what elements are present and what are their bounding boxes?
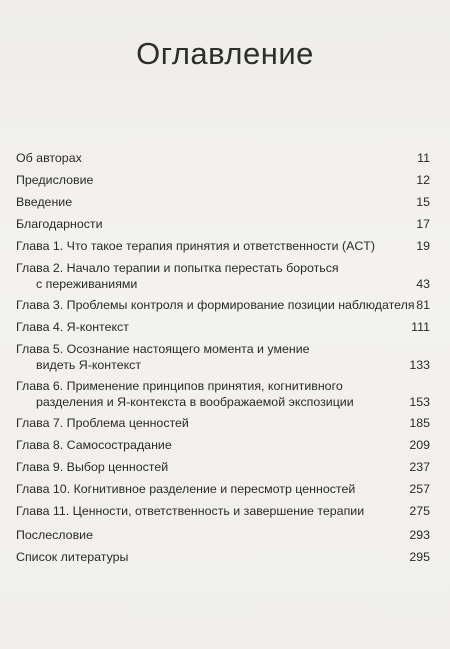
toc-entry-title [16, 260, 430, 292]
toc-entry-title-line1: Введение [16, 195, 73, 209]
toc-entry-page-number: 133 [409, 358, 430, 372]
toc-entry-title [16, 194, 430, 210]
toc-entry [16, 319, 430, 335]
toc-entry-page-number: 81 [416, 298, 430, 312]
toc-entry-title-line1: Глава 9. Выбор ценностей [16, 460, 169, 474]
toc-entry [16, 238, 430, 254]
toc-entry [16, 415, 430, 431]
toc-entry-title-line2: разделения и Я-контекста в воображаемой экспозиции [36, 395, 354, 409]
toc-entry-page-number: 17 [416, 217, 430, 231]
toc-entry-title-line1: Глава 7. Проблема ценностей [16, 416, 189, 430]
toc-entry [16, 194, 430, 210]
toc-entry-title [16, 459, 430, 475]
toc-entry-page-number: 257 [409, 482, 430, 496]
toc-entry-title [16, 549, 430, 565]
toc-entry-title-line2: с переживаниями [36, 277, 138, 291]
toc-entry-title-line1: Предисловие [16, 173, 94, 187]
toc-entry-page-number: 43 [416, 277, 430, 291]
toc-entry-page-number: 19 [416, 239, 430, 253]
toc-entry-title [16, 378, 430, 410]
toc-entry-title [16, 481, 430, 497]
toc-entry-title-line1: Глава 8. Самосострадание [16, 438, 172, 452]
toc-entry-title-line1: Благодарности [16, 217, 103, 231]
toc-entry-page-number: 12 [416, 173, 430, 187]
toc-entry-page-number: 15 [416, 195, 430, 209]
toc-entry-title [16, 150, 430, 166]
toc-entry-page-number: 275 [409, 504, 430, 518]
toc-entry [16, 150, 430, 166]
toc-entry-page-number: 185 [409, 416, 430, 430]
toc-entry [16, 527, 430, 543]
toc-entry [16, 549, 430, 565]
toc-entry-page-number: 237 [409, 460, 430, 474]
toc-entry [16, 481, 430, 497]
toc-entry-title-line1: Глава 11. Ценности, ответственность и завершение терапии [16, 504, 365, 518]
toc-entry-page-number: 295 [409, 550, 430, 564]
toc-entry [16, 172, 430, 188]
toc-entry [16, 503, 430, 519]
toc-entry-title-line1: Глава 1. Что такое терапия принятия и ответственности (ACT) [16, 239, 376, 253]
toc-entry-title [16, 216, 430, 232]
toc-entry-title [16, 341, 430, 373]
toc-entry-title-line2: видеть Я-контекст [36, 358, 142, 372]
table-of-contents [16, 150, 430, 571]
toc-entry-title-line1: Глава 3. Проблемы контроля и формирование позиции наблюдателя [16, 298, 415, 312]
toc-entry-title [16, 238, 430, 254]
toc-entry [16, 341, 430, 373]
toc-entry-title-line1: Глава 5. Осознание настоящего момента и умение [16, 342, 310, 356]
toc-entry-title-line1: Глава 4. Я-контекст [16, 320, 129, 334]
toc-entry-page-number: 111 [411, 320, 430, 334]
toc-entry-title-line1: Об авторах [16, 151, 82, 165]
toc-entry-title-line1: Глава 2. Начало терапии и попытка перестать бороться [16, 261, 339, 275]
toc-entry-page-number: 209 [409, 438, 430, 452]
toc-entry [16, 378, 430, 410]
toc-entry-title [16, 319, 430, 335]
toc-entry-title-line1: Глава 6. Применение принципов принятия, когнитивного [16, 379, 343, 393]
toc-entry-title [16, 503, 430, 519]
toc-entry [16, 297, 430, 313]
toc-entry-title-line1: Глава 10. Когнитивное разделение и пересмотр ценностей [16, 482, 356, 496]
toc-entry [16, 459, 430, 475]
toc-entry-title [16, 172, 430, 188]
toc-entry-page-number: 293 [409, 528, 430, 542]
toc-entry-title [16, 415, 430, 431]
toc-entry [16, 437, 430, 453]
toc-entry-title-line1: Список литературы [16, 550, 129, 564]
toc-entry-page-number: 11 [417, 151, 430, 165]
toc-entry-title [16, 437, 430, 453]
toc-entry [16, 260, 430, 292]
toc-entry [16, 216, 430, 232]
toc-entry-title [16, 297, 430, 313]
toc-entry-title [16, 527, 430, 543]
toc-entry-page-number: 153 [409, 395, 430, 409]
toc-entry-title-line1: Послесловие [16, 528, 93, 542]
page-title: Оглавление [136, 36, 314, 71]
